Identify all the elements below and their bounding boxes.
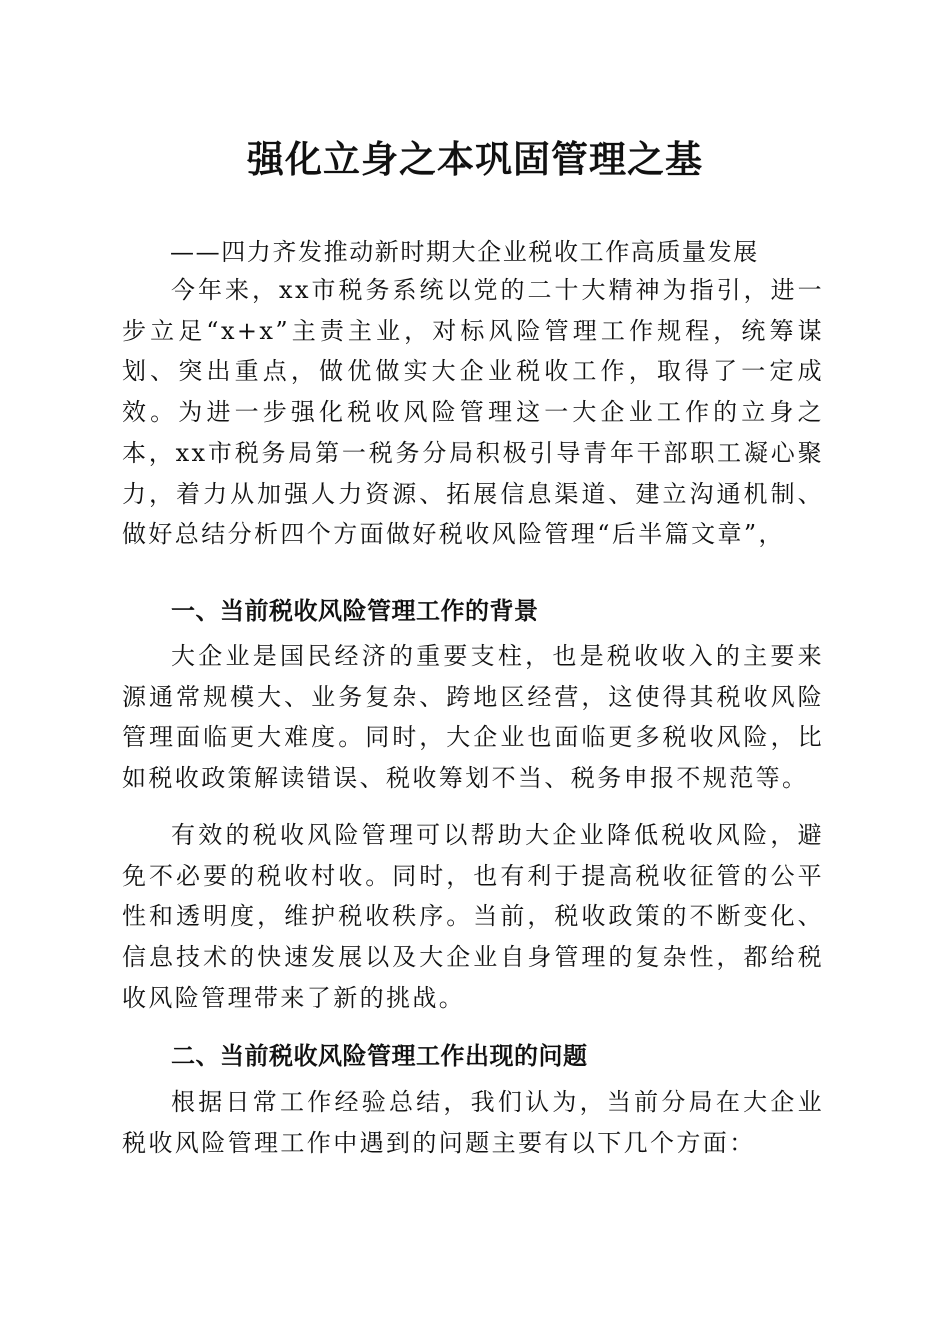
intro-paragraph: 今年来，xx市税务系统以党的二十大精神为指引，进一步立足“x+x”主责主业，对标风险管理工作规程，统筹谋划、突出重点，做优做实大企业税收工作，取得了一定成效。为进一步强化税收风险管理这一大企业工作的立身之本，xx市税务局第一税务分局积极引导青年干部职工凝心聚力，着力从加强人力资源、拓展信息渠道、建立沟通机制、做好总结分析四个方面做好税收风险管理“后半篇文章”， xyxy=(122,276,824,549)
background-paragraph-2: 有效的税收风险管理可以帮助大企业降低税收风险，避免不必要的税收村收。同时，也有利于提高税收征管的公平性和透明度，维护税收秩序。当前，税收政策的不断变化、信息技术的快速发展以及大企业自身管理的复杂性，都给税收风险管理带来了新的挑战。 xyxy=(122,821,824,1012)
section-heading-background: 一、当前税收风险管理工作的背景 xyxy=(171,597,539,625)
background-paragraph-1: 大企业是国民经济的重要支柱，也是税收收入的主要来源通常规模大、业务复杂、跨地区经营，这使得其税收风险管理面临更大难度。同时，大企业也面临更多税收风险，比如税收政策解读错误、税收筹划不当、税务申报不规范等。 xyxy=(122,642,824,793)
section-heading-problems: 二、当前税收风险管理工作出现的问题 xyxy=(171,1042,588,1070)
problems-paragraph-1: 根据日常工作经验总结，我们认为，当前分局在大企业税收风险管理工作中遇到的问题主要有以下几个方面： xyxy=(122,1088,824,1157)
document-title: 强化立身之本巩固管理之基 xyxy=(247,137,703,181)
document-subtitle: ——四力齐发推动新时期大企业税收工作高质量发展 xyxy=(170,238,759,266)
